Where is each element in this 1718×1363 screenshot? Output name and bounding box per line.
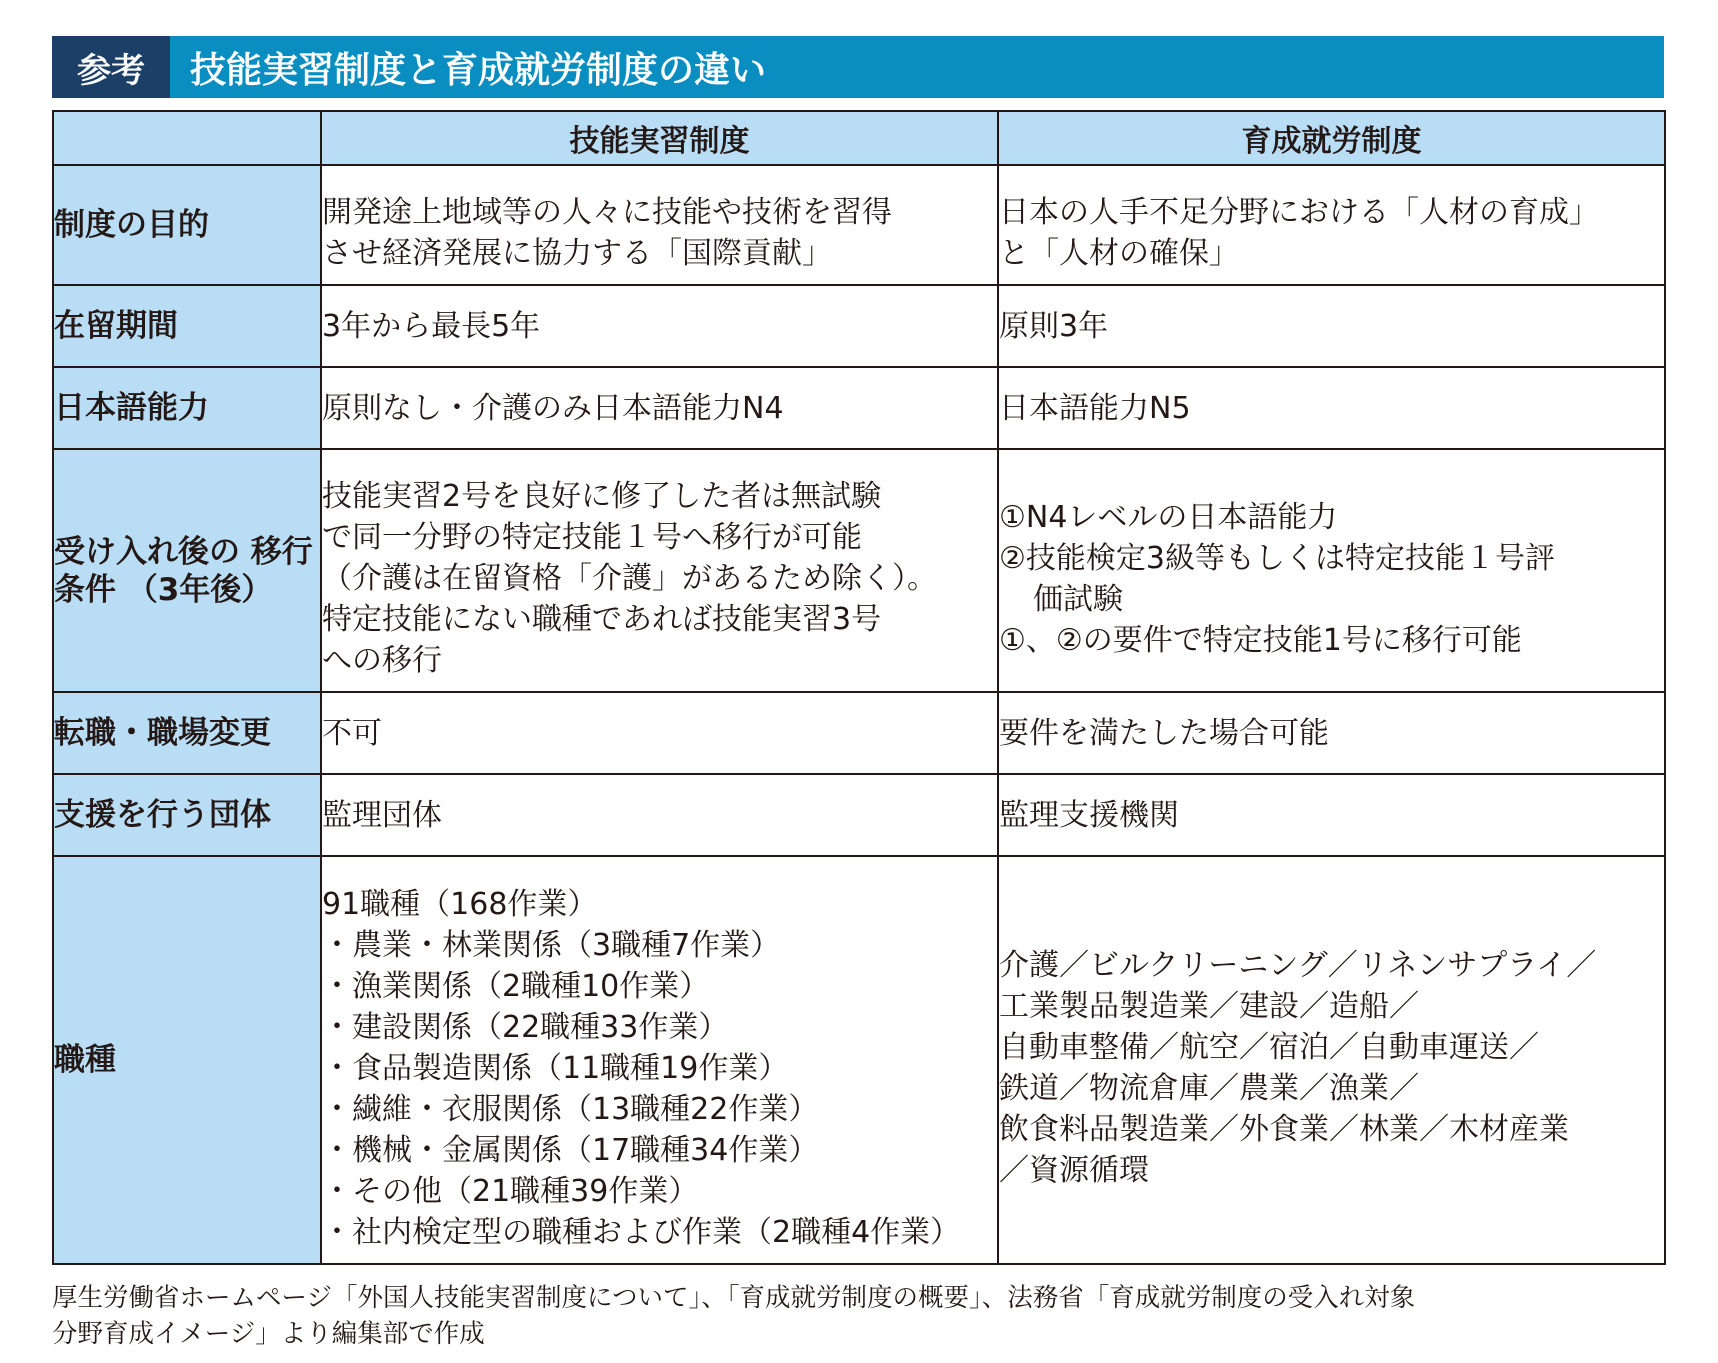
cell-ikusei [998,692,1665,774]
label-line: 職種 [54,1042,116,1078]
page-title: 技能実習制度と育成就労制度の違い [190,49,767,91]
cell-line: ・漁業関係（2職種10作業） [322,968,710,1004]
source-footnote [52,1280,1672,1352]
cell-line: 3年から最長5年 [322,308,541,344]
label-line: 移行条件 [54,533,313,608]
table-row-transition [53,449,1665,692]
cell-line: ・繊維・衣服関係（13職種22作業） [322,1091,819,1127]
cell-line: 工業製品製造業／建設／造船／ [999,989,1419,1024]
cell-line: 原則3年 [999,308,1109,344]
cell-line: 飲食料品製造業／外食業／林業／木材産業 [999,1112,1569,1147]
cell-line: 不可 [322,715,382,751]
cell-ginou [321,692,998,774]
cell-line: 価試験 [1033,581,1123,617]
cell-line: ①、②の要件で特定技能1号に移行可能 [999,622,1522,658]
cell-line: （介護は在留資格「介護」があるため除く）。 [322,561,937,596]
cell-line: ・食品製造関係（11職種19作業） [322,1050,789,1086]
row-label [53,285,321,367]
cell-ginou [321,774,998,856]
cell-line: 開発途上地域等の人々に技能や技術を習得 [322,195,892,230]
cell-line: ／資源循環 [999,1153,1149,1188]
row-label [53,165,321,285]
cell-line: 監理支援機関 [999,797,1179,833]
row-label [53,449,321,692]
footnote-line: 厚生労働省ホームページ「外国人技能実習制度について」、「育成就労制度の概要」、法務省「育成就労制度の受入れ対象 [52,1283,1416,1313]
cell-line: 監理団体 [322,797,442,833]
label-line: 制度の目的 [54,207,209,243]
cell-line: 要件を満たした場合可能 [999,715,1329,751]
cell-line: で同一分野の特定技能１号へ移行が可能 [322,520,862,555]
row-label [53,774,321,856]
cell-line: 鉄道／物流倉庫／農業／漁業／ [999,1071,1419,1106]
cell-line: 91職種（168作業） [322,886,598,922]
cell-line: ①N4レベルの日本語能力 [999,499,1338,535]
cell-ikusei [998,774,1665,856]
cell-line: 介護／ビルクリーニング／リネンサプライ／ [999,948,1597,983]
table-row-purpose [53,165,1665,285]
table-row-japanese [53,367,1665,449]
cell-line: 原則なし・介護のみ日本語能力N4 [322,390,784,426]
table-row-support-org [53,774,1665,856]
cell-ikusei [998,285,1665,367]
label-line: 在留期間 [54,308,178,344]
cell-line: 自動車整備／航空／宿泊／自動車運送／ [999,1030,1539,1065]
cell-line: 日本語能力N5 [999,390,1191,426]
row-label [53,692,321,774]
cell-line: 日本の人手不足分野における「人材の育成」 [999,195,1599,230]
label-line: 日本語能力 [54,390,209,426]
cell-ginou [321,367,998,449]
cell-ginou [321,285,998,367]
cell-line: ・農業・林業関係（3職種7作業） [322,927,781,963]
comparison-table [52,110,1666,1265]
header-ikusei-shuurou: 育成就労制度 [998,111,1665,165]
footnote-line: 分野育成イメージ」より編集部で作成 [52,1319,485,1349]
cell-ikusei [998,449,1665,692]
cell-ginou [321,449,998,692]
cell-ginou [321,165,998,285]
table-row-stay-period [53,285,1665,367]
cell-line: ・社内検定型の職種および作業（2職種4作業） [322,1214,961,1250]
header-ginou-jisshu: 技能実習制度 [321,111,998,165]
cell-line: への移行 [322,643,442,678]
cell-ikusei [998,165,1665,285]
header-row [53,111,1665,165]
table-row-job-change [53,692,1665,774]
cell-ikusei [998,856,1665,1264]
cell-ikusei [998,367,1665,449]
cell-line: ・その他（21職種39作業） [322,1173,699,1209]
cell-line: 技能実習2号を良好に修了した者は無試験 [322,479,882,514]
cell-ginou [321,856,998,1264]
label-line: 転職・職場変更 [54,715,271,751]
cell-line: させ経済発展に協力する「国際貢献」 [322,236,832,271]
label-line: 支援を行う団体 [54,797,271,833]
cell-line: ②技能検定3級等もしくは特定技能１号評 [999,540,1555,576]
cell-line: と「人材の確保」 [999,236,1239,271]
label-line: 受け入れ後の [54,533,240,570]
table-row-occupations [53,856,1665,1264]
cell-line: ・機械・金属関係（17職種34作業） [322,1132,819,1168]
cell-line: 特定技能にない職種であれば技能実習3号 [322,602,882,637]
label-line: （3年後） [126,571,273,608]
title-bar [52,36,1664,98]
cell-line: ・建設関係（22職種33作業） [322,1009,729,1045]
title-tag: 参考 [52,36,170,98]
row-label [53,367,321,449]
row-label [53,856,321,1264]
header-empty [53,111,321,165]
